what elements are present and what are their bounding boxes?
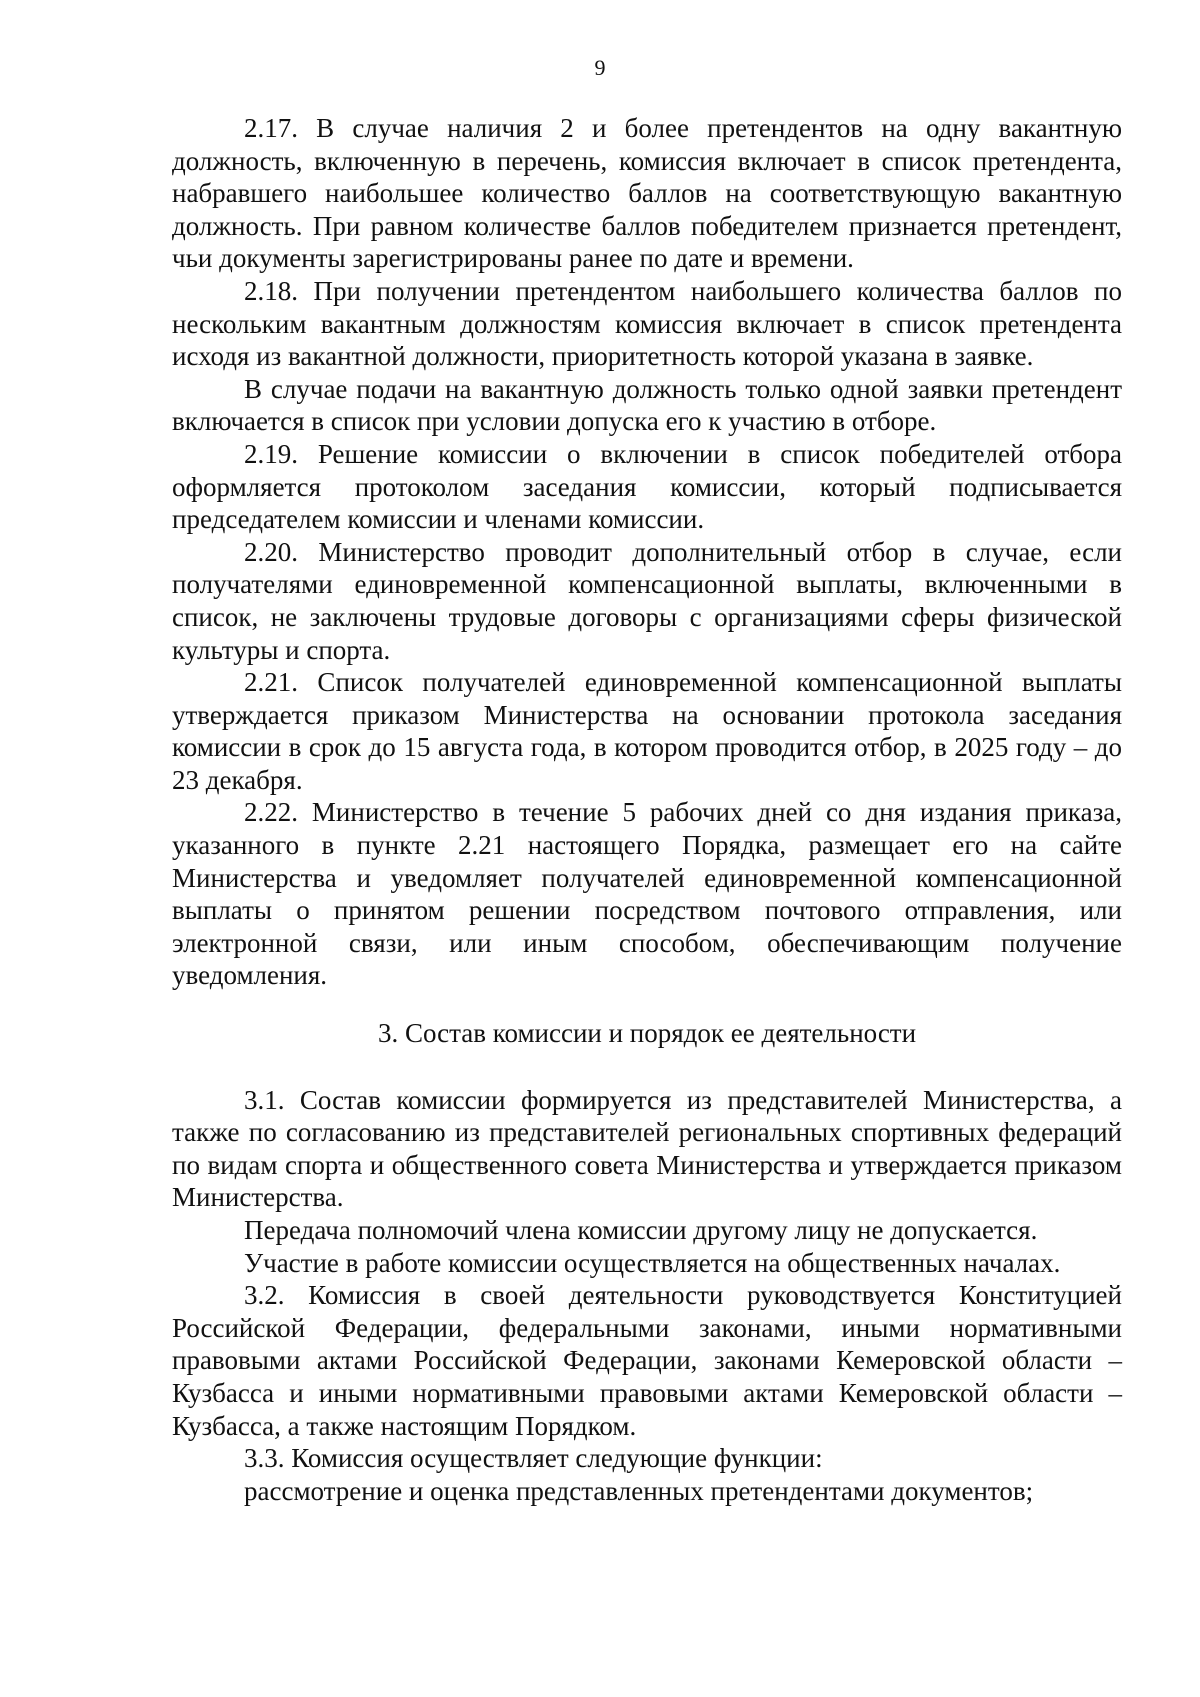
document-body bbox=[172, 112, 1122, 1507]
paragraph-function-review: рассмотрение и оценка представленных претендентами документов; bbox=[244, 1475, 1034, 1506]
paragraph-3-2: 3.2. Комиссия в своей деятельности руководствуется Конституцией Российской Федерации, федеральными законами, иными нормативными правовыми актами Российской Федерации, законами Кемеровской области – Кузбасса и иными нормативными правовыми актами Кемеровской области – Кузбасса, а также настоящим Порядком. bbox=[172, 1280, 1122, 1441]
paragraph-2-18: 2.18. При получении претендентом наибольшего количества баллов по нескольким вакантным должностям комиссия включает в список претендента исходя из вакантной должности, приоритетность которой указана в заявке. bbox=[172, 275, 1122, 372]
paragraph-single-application: В случае подачи на вакантную должность только одной заявки претендент включается в список при условии допуска его к участию в отборе. bbox=[172, 373, 1122, 437]
paragraph-2-17: 2.17. В случае наличия 2 и более претендентов на одну вакантную должность, включенную в перечень, комиссия включает в список претендента, набравшего наибольшее количество баллов на соответствующую вакантную должность. При равном количестве баллов победителем признается претендент, чьи документы зарегистрированы ранее по дате и времени. bbox=[172, 113, 1122, 274]
paragraph-voluntary-basis: Участие в работе комиссии осуществляется на общественных началах. bbox=[244, 1247, 1061, 1278]
paragraph-3-3: 3.3. Комиссия осуществляет следующие функции: bbox=[244, 1443, 823, 1474]
paragraph-2-22: 2.22. Министерство в течение 5 рабочих дней со дня издания приказа, указанного в пункте 2.21 настоящего Порядка, размещает его на сайте Министерства и уведомляет получателей единовременной компенсационной выплаты о принятом решении посредством почтового отправления, или электронной связи, или иным способом, обеспечивающим получение уведомления. bbox=[172, 797, 1122, 991]
paragraph-3-1: 3.1. Состав комиссии формируется из представителей Министерства, а также по согласованию из представителей региональных спортивных федераций по видам спорта и общественного совета Министерства и утверждается приказом Министерства. bbox=[172, 1084, 1122, 1213]
paragraph-2-21: 2.21. Список получателей единовременной компенсационной выплаты утверждается приказом Министерства на основании протокола заседания комиссии в срок до 15 августа года, в котором проводится отбор, в 2025 году – до 23 декабря. bbox=[172, 667, 1122, 795]
paragraph-2-19: 2.19. Решение комиссии о включении в список победителей отбора оформляется протоколом заседания комиссии, который подписывается председателем комиссии и членами комиссии. bbox=[172, 438, 1122, 535]
section-heading: 3. Состав комиссии и порядок ее деятельности bbox=[377, 1018, 917, 1049]
paragraph-delegation: Передача полномочий члена комиссии другому лицу не допускается. bbox=[244, 1215, 1038, 1245]
page-number: 9 bbox=[594, 55, 606, 80]
paragraph-2-20: 2.20. Министерство проводит дополнительный отбор в случае, если получателями единовременной компенсационной выплаты, включенными в список, не заключены трудовые договоры с организациями сферы физической культуры и спорта. bbox=[172, 536, 1122, 665]
